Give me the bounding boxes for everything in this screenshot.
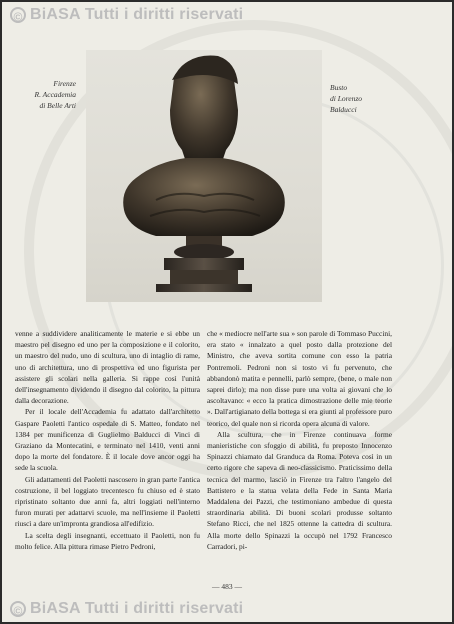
caption-line: Busto <box>330 83 348 92</box>
caption-line: Balducci <box>330 105 357 114</box>
caption-line: R. Accademia <box>34 90 76 99</box>
paragraph: venne a suddividere analiticamente le materie e si ebbe un maestro pel disegno ed uno per la composizione e il colorito, un maestro del nudo, uno di scultura, uno di intaglio di rame, uno di architettura, uno di prospettiva ed uno figurista per assistere gli scolari nella galleria. Si rappe così l'unità dell'insegnamento dividendo il disegno dal colorito, la pittura dalla decorazione. <box>15 329 200 406</box>
copyright-icon: © <box>10 7 26 23</box>
watermark-top <box>10 6 243 24</box>
paragraph: Per il locale dell'Accademia fu adattato dall'architetto Gaspare Paoletti l'antico ospedale di S. Matteo, fondato nel 1384 per munificenza di Guglielmo Balducci di Vinci di Graziano da Montecatini, e terminato nel 1410, venti anni dopo la morte del fondatore. È il locale dove ancor oggi ha sede la scuola. <box>15 407 200 473</box>
caption-line: Firenze <box>53 79 76 88</box>
paragraph: che « mediocre nell'arte sua » son parole di Tommaso Puccini, era stato « innalzato a quel posto dalla protezione del Ministro, che aveva sortita comune con esso la patria Pontremoli. Pedroni non si tosto vi fu pervenuto, che abbandonò matita e pennelli, parlò sempre, (bene, o male non saprei dirlo); ma non disse pure una volta ai giovani che lo ascoltavano: « ecco la pratica dimostrazione delle mie teorie ». Dall'artigianato della bottega si era giunti al professore puro teorico, del quale non si ricorda opera alcuna di valore. <box>207 329 392 428</box>
document-page <box>2 2 452 622</box>
text-column-right <box>207 328 392 552</box>
paragraph: Alla scultura, che in Firenze continuava forme manieristiche con sfoggio di abilità, fu preposto Innocenzo Spinazzi chiamato dal Granduca da Roma. Poteva così in un certo rigore che sapeva di neo-classicismo. Praticissimo della tecnica del marmo, lasciò in Firenze tra l'altro l'angelo del Battistero e la statua velata della Fede in Santa Maria Maddalena dei Pazzi, che testimoniano ambedue di questa straordinaria abilità. Di buoni scolari produsse soltanto Stefano Ricci, che nel 1825 ottenne la cattedra di scultura. Alla morte dello Spinazzi la occupò nel 1792 Francesco Carradori, pi- <box>207 429 392 551</box>
text-column-left <box>15 328 200 552</box>
bust-illustration <box>86 50 322 302</box>
paragraph: Gli adattamenti del Paoletti nascosero in gran parte l'antica costruzione, il bel loggiato trecentesco fu chiuso ed è stato ripristinato soltanto due anni fa, altri loggiati nell'interno furon murati per adattarvi scuole, ma nell'insieme il Paoletti riuscì a dare un'impronta grandiosa all'edifizio. <box>15 474 200 529</box>
figure-caption-left <box>10 78 76 111</box>
caption-line: di Belle Arti <box>39 101 76 110</box>
watermark-top-text: BiASA Tutti i diritti riservati <box>30 6 244 23</box>
paragraph: La scelta degli insegnanti, eccettuato il Paoletti, non fu molto felice. Alla pittura rimase Pietro Pedroni, <box>15 530 200 551</box>
watermark-bottom-text: BiASA Tutti i diritti riservati <box>30 600 244 617</box>
copyright-icon: © <box>10 601 26 617</box>
watermark-bottom <box>10 600 243 618</box>
page-number: — 483 — <box>212 582 242 591</box>
figure-caption-right <box>330 82 400 115</box>
caption-line: di Lorenzo <box>330 94 363 103</box>
bust-photograph <box>86 50 322 302</box>
